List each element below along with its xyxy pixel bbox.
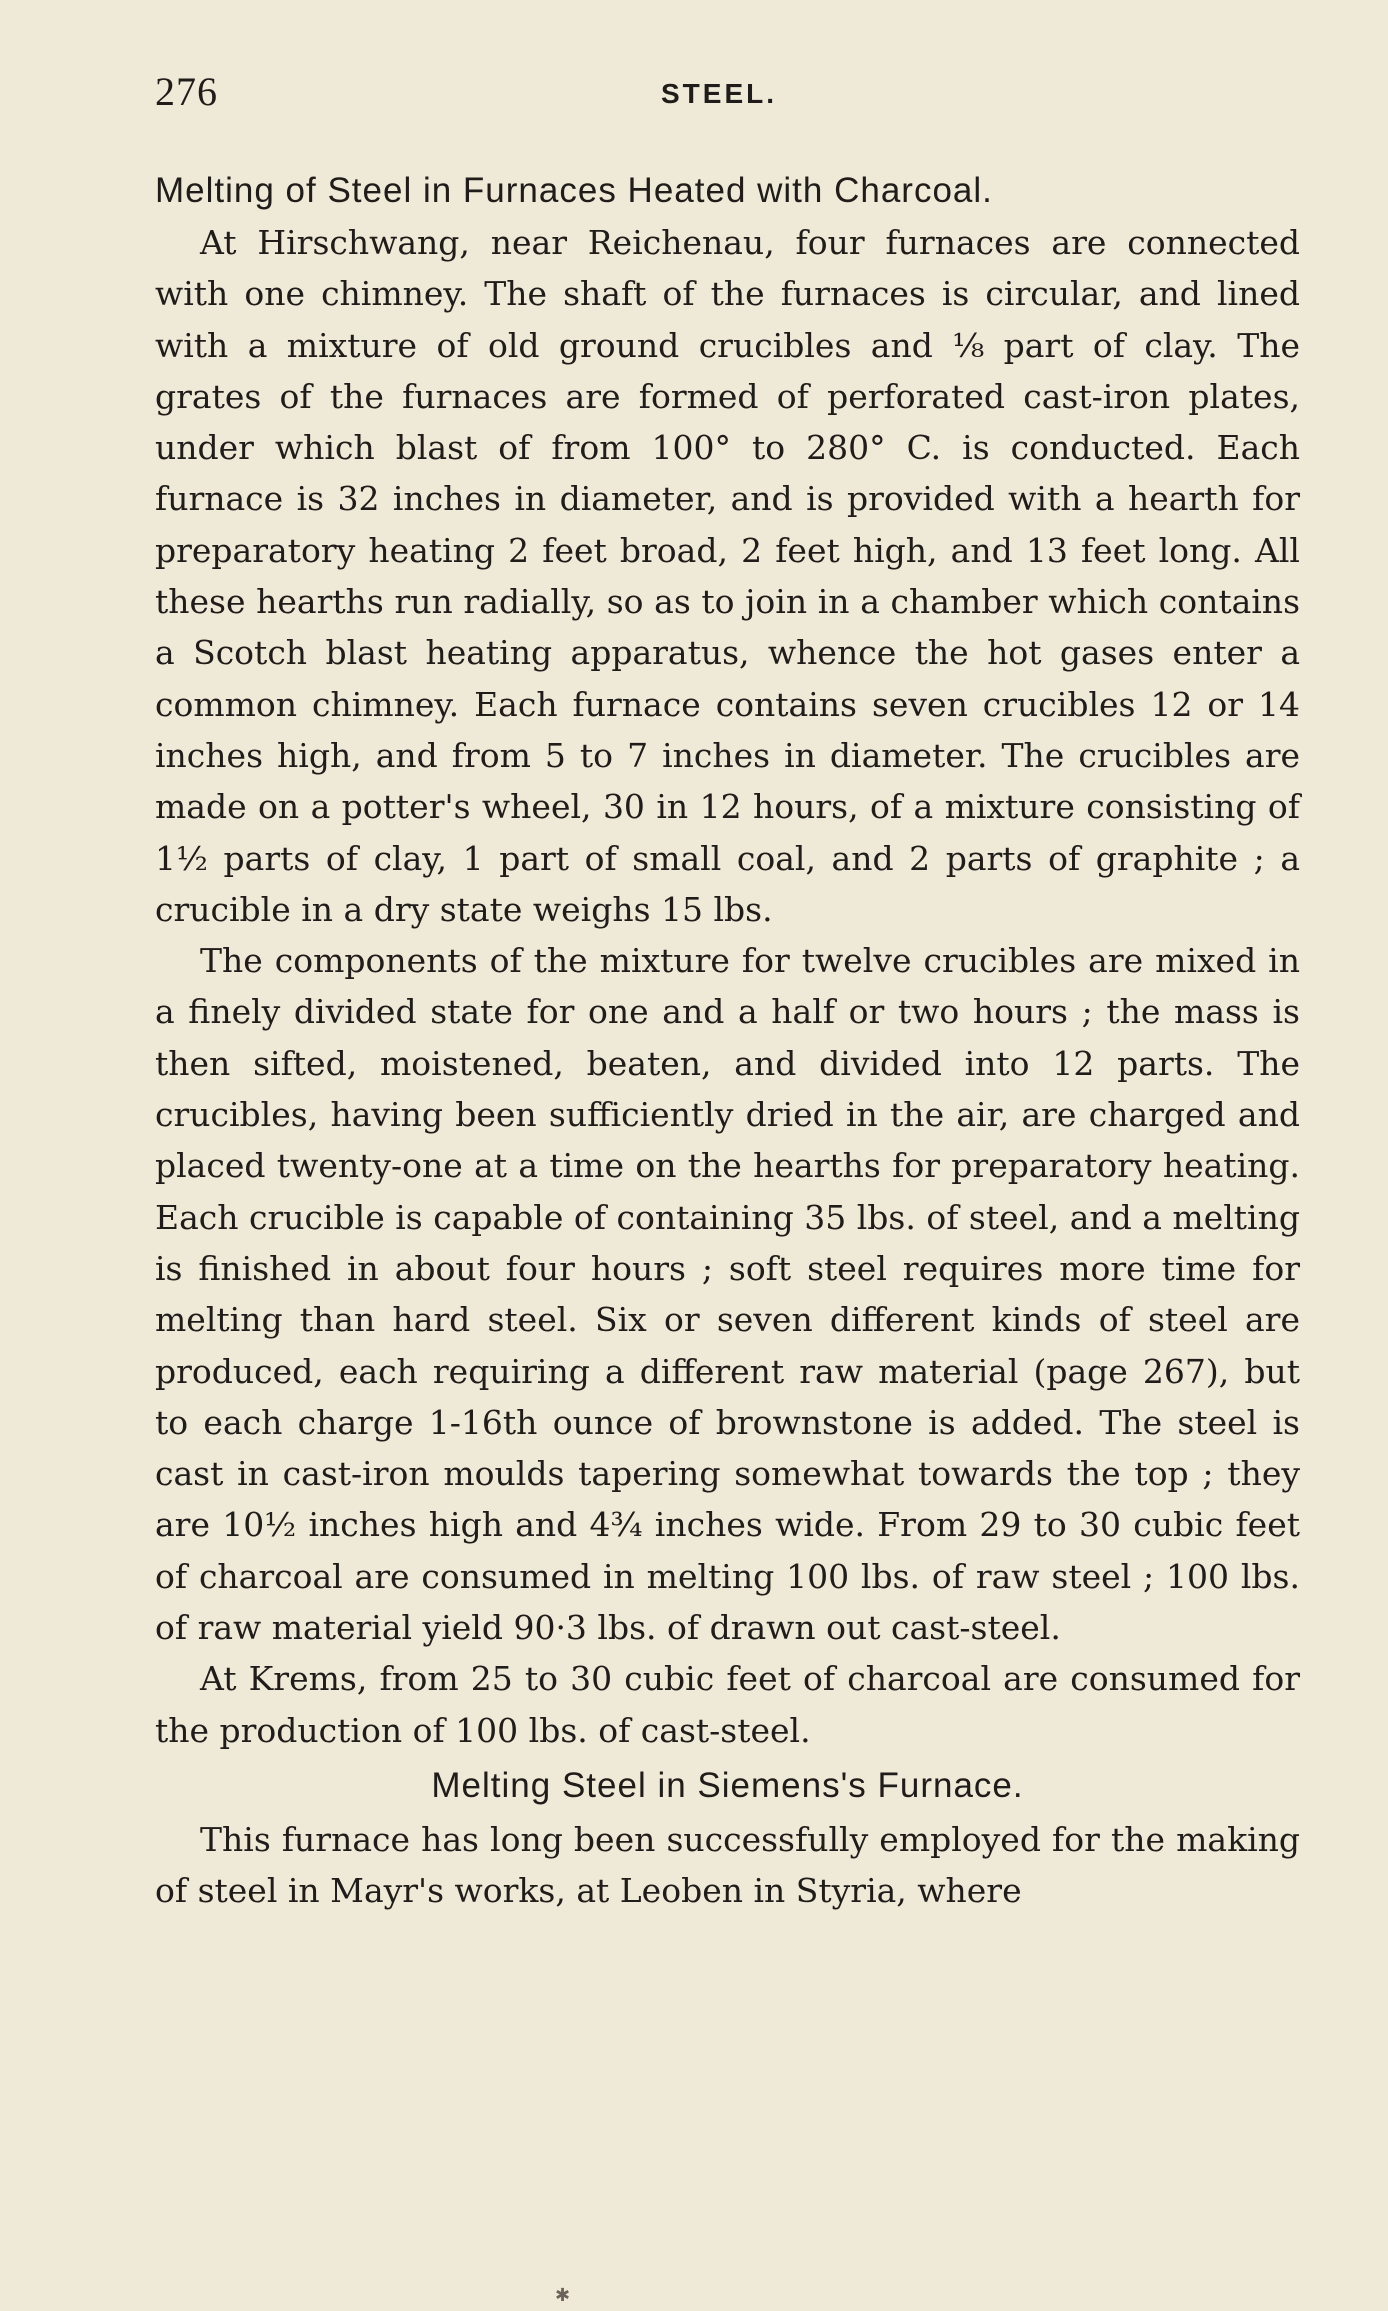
paragraph-hirschwang: At Hirschwang, near Reichenau, four furnaces are connected with one chimney. The shaft of the furnaces is circular, and lined with a mixture of old ground crucibles and ⅛ part of clay. The grates of the furnaces are formed of perforated cast-iron plates, under which blast of from 100° to 280° C. is conducted. Each furnace is 32 inches in diameter, and is provided with a hearth for preparatory heating 2 feet broad, 2 feet high, and 13 feet long. All these hearths run radially, so as to join in a chamber which contains a Scotch blast heating apparatus, whence the hot gases enter a common chimney. Each furnace contains seven crucibles 12 or 14 inches high, and from 5 to 7 inches in diameter. The crucibles are made on a potter's wheel, 30 in 12 hours, of a mixture consisting of 1½ parts of clay, 1 part of small coal, and 2 parts of graphite ; a crucible in a dry state weighs 15 lbs. <box>155 223 1300 929</box>
running-head <box>155 68 1295 118</box>
page-number: 276 <box>155 69 218 114</box>
running-title: STEEL. <box>661 78 778 109</box>
paragraph-krems: At Krems, from 25 to 30 cubic feet of charcoal are consumed for the production of 100 lbs. of cast-steel. <box>155 1659 1300 1750</box>
paragraph-siemens-furnace: This furnace has long been successfully employed for the making of steel in Mayr's works, at Leoben in Styria, where <box>155 1819 1300 1911</box>
paragraph-crucible-mixture: The components of the mixture for twelve crucibles are mixed in a finely divided state for one and a half or two hours ; the mass is then sifted, moistened, beaten, and divided into 12 parts. The crucibles, having been sufficiently dried in the air, are charged and placed twenty-one at a time on the hearths for preparatory heating. Each crucible is capable of containing 35 lbs. of steel, and a melting is finished in about four hours ; soft steel requires more time for melting than hard steel. Six or seven different kinds of steel are produced, each requiring a different raw material (page 267), but to each charge 1-16th ounce of brownstone is added. The steel is cast in cast-iron moulds tapering somewhat towards the top ; they are 10½ inches high and 4¾ inches wide. From 29 to 30 cubic feet of charcoal are consumed in melting 100 lbs. of raw steel ; 100 lbs. of raw material yield 90·3 lbs. of drawn out cast-steel. <box>155 941 1300 1648</box>
body-text <box>155 165 1300 1917</box>
printer-mark-icon: ✱ <box>555 2285 571 2306</box>
section-heading-siemens: Melting Steel in Siemens's Furnace. <box>431 1765 1024 1805</box>
section-heading-charcoal: Melting of Steel in Furnaces Heated with Charcoal. <box>155 171 993 210</box>
